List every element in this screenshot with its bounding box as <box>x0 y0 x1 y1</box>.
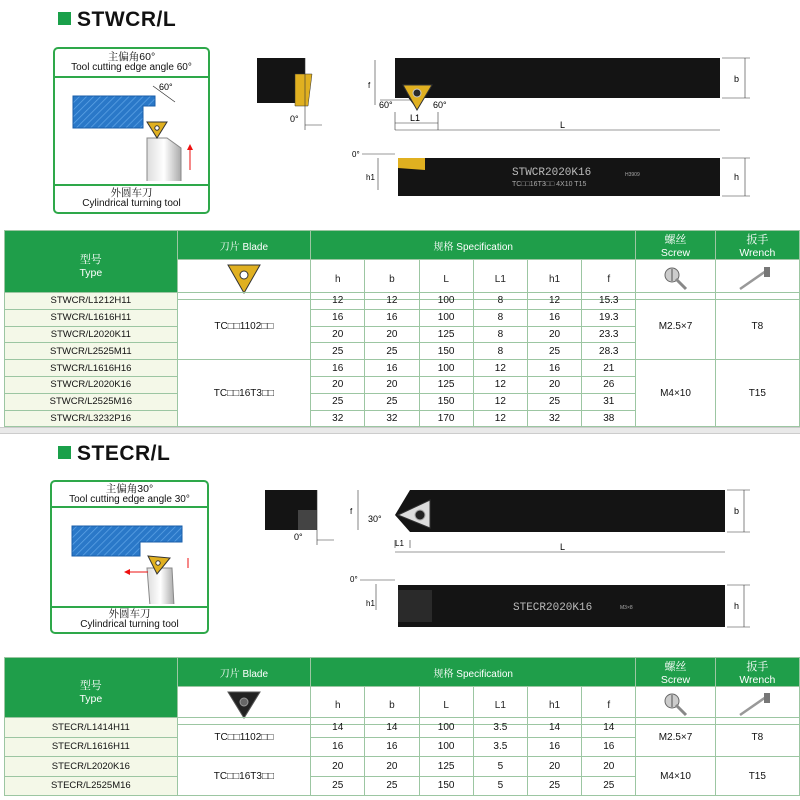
spec-cell-f: 20 <box>582 757 636 777</box>
green-square-icon <box>58 446 71 459</box>
screw-header: 螺丝 Screw <box>636 658 715 687</box>
spec-cell-b: 32 <box>365 410 419 427</box>
table-row <box>5 757 800 777</box>
svg-text:M3×8: M3×8 <box>620 605 633 611</box>
spec-cell-L: 125 <box>419 757 473 777</box>
wrench-cell: T8 <box>715 718 799 757</box>
blade-header: 刀片 Blade <box>177 231 311 260</box>
spec-cell-h: 16 <box>311 737 365 757</box>
spec-cell-L: 125 <box>419 376 473 393</box>
col-b: b <box>365 687 419 725</box>
angle-60-label: 60° <box>159 82 173 92</box>
svg-text:H3909: H3909 <box>625 172 640 178</box>
screw-header: 螺丝 Screw <box>636 231 715 260</box>
spec-cell-b: 16 <box>365 309 419 326</box>
svg-text:TC□□16T3□□ 4X10 T15: TC□□16T3□□ 4X10 T15 <box>512 181 587 188</box>
col-b: b <box>365 260 419 300</box>
angle-left-label: 60° <box>379 100 393 110</box>
spec-cell-b: 20 <box>365 757 419 777</box>
spec-cell-h1: 20 <box>527 757 581 777</box>
spec-cell-L: 170 <box>419 410 473 427</box>
col-h: h <box>311 687 365 725</box>
type-cell: STECR/L2525M16 <box>5 776 178 796</box>
spec-cell-h: 14 <box>311 718 365 738</box>
type-cell: STWCR/L1616H16 <box>5 360 178 377</box>
wrench-cell: T8 <box>715 293 799 360</box>
angle-right-label: 60° <box>433 100 447 110</box>
screw-cell: M4×10 <box>636 757 715 796</box>
spec-cell-L1: 8 <box>473 343 527 360</box>
cylindrical-turning-illustration <box>52 508 207 604</box>
spec-cell-L1: 8 <box>473 293 527 310</box>
spec-cell-h: 25 <box>311 343 365 360</box>
spec-cell-f: 19.3 <box>582 309 636 326</box>
spec-cell-h1: 32 <box>527 410 581 427</box>
b-label: b <box>734 74 740 84</box>
wrench-header: 扳手 Wrench <box>715 658 799 687</box>
spec-cell-h: 20 <box>311 757 365 777</box>
spec-cell-h: 32 <box>311 410 365 427</box>
bottom-en: Cylindrical turning tool <box>80 619 179 630</box>
spec-cell-b: 16 <box>365 737 419 757</box>
spec-cell-h1: 20 <box>527 326 581 343</box>
blade-cell: TC□□1102□□ <box>177 718 311 757</box>
spec-cell-h: 25 <box>311 393 365 410</box>
zero-angle-label: 0° <box>290 114 299 124</box>
spec-table <box>4 657 800 725</box>
blade-cell: TC□□16T3□□ <box>177 360 311 427</box>
col-L: L <box>419 687 473 725</box>
spec-cell-h1: 20 <box>527 376 581 393</box>
spec-cell-h: 12 <box>311 293 365 310</box>
col-L: L <box>419 260 473 300</box>
spec-cell-h1: 14 <box>527 718 581 738</box>
type-cell: STECR/L2020K16 <box>5 757 178 777</box>
bottom-zh: 外圆车刀 <box>108 608 151 620</box>
spec-cell-b: 12 <box>365 293 419 310</box>
spec-cell-b: 14 <box>365 718 419 738</box>
spec-cell-b: 25 <box>365 393 419 410</box>
spec-cell-L: 150 <box>419 776 473 796</box>
zero-label-2: 0° <box>350 575 358 584</box>
L-label: L <box>560 120 566 130</box>
zero-label-2: 0° <box>352 150 360 159</box>
zero-angle-label: 0° <box>294 532 303 542</box>
spec-cell-f: 25 <box>582 776 636 796</box>
spec-cell-L1: 12 <box>473 393 527 410</box>
spec-cell-b: 16 <box>365 360 419 377</box>
angle-en: Tool cutting edge angle 60° <box>71 62 192 73</box>
wrench-header: 扳手 Wrench <box>715 231 799 260</box>
tool-drawing <box>250 50 800 250</box>
type-cell: STECR/L1414H11 <box>5 718 178 738</box>
spec-cell-f: 28.3 <box>582 343 636 360</box>
spec-cell-L1: 8 <box>473 326 527 343</box>
angle-zh: 主偏角60° <box>107 51 156 63</box>
section-title: STECR/L <box>58 442 170 466</box>
type-header: 型号 Type <box>5 231 178 300</box>
spec-cell-b: 20 <box>365 326 419 343</box>
spec-cell-L: 100 <box>419 360 473 377</box>
spec-cell-f: 23.3 <box>582 326 636 343</box>
spec-cell-L1: 12 <box>473 360 527 377</box>
spec-cell-f: 16 <box>582 737 636 757</box>
angle-en: Tool cutting edge angle 30° <box>69 494 190 505</box>
spec-cell-L1: 12 <box>473 410 527 427</box>
col-f: f <box>582 687 636 725</box>
spec-cell-L: 150 <box>419 393 473 410</box>
spec-cell-f: 21 <box>582 360 636 377</box>
type-cell: STWCR/L1212H11 <box>5 293 178 310</box>
spec-cell-L: 100 <box>419 309 473 326</box>
type-cell: STWCR/L3232P16 <box>5 410 178 427</box>
spec-cell-L1: 12 <box>473 376 527 393</box>
spec-rows <box>4 717 800 796</box>
spec-cell-f: 14 <box>582 718 636 738</box>
cylindrical-turning-illustration <box>55 78 208 181</box>
spec-cell-h1: 25 <box>527 776 581 796</box>
spec-cell-h1: 16 <box>527 309 581 326</box>
col-f: f <box>582 260 636 300</box>
f-label: f <box>350 507 353 516</box>
spec-cell-b: 20 <box>365 376 419 393</box>
section-stecr <box>0 432 800 800</box>
spec-cell-L1: 5 <box>473 757 527 777</box>
screw-cell: M2.5×7 <box>636 293 715 360</box>
type-cell: STWCR/L2525M16 <box>5 393 178 410</box>
h-label: h <box>734 601 740 611</box>
spec-cell-h: 16 <box>311 360 365 377</box>
bottom-zh: 外圆车刀 <box>110 187 153 199</box>
table-row <box>5 360 800 377</box>
body-text: STWCR2020K16 <box>512 167 592 179</box>
col-h1: h1 <box>527 260 581 300</box>
spec-cell-L: 100 <box>419 718 473 738</box>
spec-cell-h1: 25 <box>527 343 581 360</box>
wrench-cell: T15 <box>715 757 799 796</box>
angle-info-box <box>53 47 210 214</box>
angle-zh: 主偏角30° <box>105 483 154 495</box>
spec-cell-h: 16 <box>311 309 365 326</box>
blade-cell: TC□□1102□□ <box>177 293 311 360</box>
spec-rows <box>4 292 800 427</box>
type-cell: STWCR/L1616H11 <box>5 309 178 326</box>
spec-cell-f: 38 <box>582 410 636 427</box>
spec-cell-h: 20 <box>311 326 365 343</box>
spec-cell-h1: 25 <box>527 393 581 410</box>
type-cell: STWCR/L2020K11 <box>5 326 178 343</box>
type-header: 型号 Type <box>5 658 178 725</box>
screw-cell: M4×10 <box>636 360 715 427</box>
spec-cell-h: 25 <box>311 776 365 796</box>
wrench-cell: T15 <box>715 360 799 427</box>
angle-info-box <box>50 480 209 634</box>
spec-cell-h: 20 <box>311 376 365 393</box>
angle-left-label: 30° <box>368 514 382 524</box>
spec-cell-L1: 5 <box>473 776 527 796</box>
screw-cell: M2.5×7 <box>636 718 715 757</box>
f-label: f <box>368 81 371 90</box>
table-row <box>5 718 800 738</box>
spec-cell-h1: 16 <box>527 737 581 757</box>
spec-header: 规格 Specification <box>311 658 636 687</box>
spec-cell-f: 31 <box>582 393 636 410</box>
green-square-icon <box>58 12 71 25</box>
spec-cell-L: 100 <box>419 737 473 757</box>
spec-cell-L1: 3.5 <box>473 737 527 757</box>
spec-table <box>4 230 800 300</box>
type-cell: STWCR/L2020K16 <box>5 376 178 393</box>
bottom-en: Cylindrical turning tool <box>82 198 181 209</box>
h-label: h <box>734 172 740 182</box>
section-title: STWCR/L <box>58 8 176 32</box>
spec-cell-f: 26 <box>582 376 636 393</box>
spec-cell-h1: 12 <box>527 293 581 310</box>
spec-cell-b: 25 <box>365 776 419 796</box>
h1-label: h1 <box>366 173 375 182</box>
type-cell: STECR/L1616H11 <box>5 737 178 757</box>
tool-drawing <box>250 480 800 670</box>
spec-cell-L: 100 <box>419 293 473 310</box>
table-row <box>5 293 800 310</box>
L1-label: L1 <box>395 539 404 548</box>
body-text: STECR2020K16 <box>513 602 593 614</box>
col-L1: L1 <box>473 687 527 725</box>
b-label: b <box>734 506 740 516</box>
L1-label: L1 <box>410 113 421 123</box>
spec-cell-L: 150 <box>419 343 473 360</box>
L-label: L <box>560 542 566 552</box>
h1-label: h1 <box>366 599 375 608</box>
col-L1: L1 <box>473 260 527 300</box>
col-h1: h1 <box>527 687 581 725</box>
spec-header: 规格 Specification <box>311 231 636 260</box>
type-cell: STWCR/L2525M11 <box>5 343 178 360</box>
spec-cell-L1: 3.5 <box>473 718 527 738</box>
spec-cell-L1: 8 <box>473 309 527 326</box>
spec-cell-f: 15.3 <box>582 293 636 310</box>
spec-cell-b: 25 <box>365 343 419 360</box>
spec-cell-h1: 16 <box>527 360 581 377</box>
blade-cell: TC□□16T3□□ <box>177 757 311 796</box>
blade-header: 刀片 Blade <box>177 658 311 687</box>
spec-cell-L: 125 <box>419 326 473 343</box>
col-h: h <box>311 260 365 300</box>
